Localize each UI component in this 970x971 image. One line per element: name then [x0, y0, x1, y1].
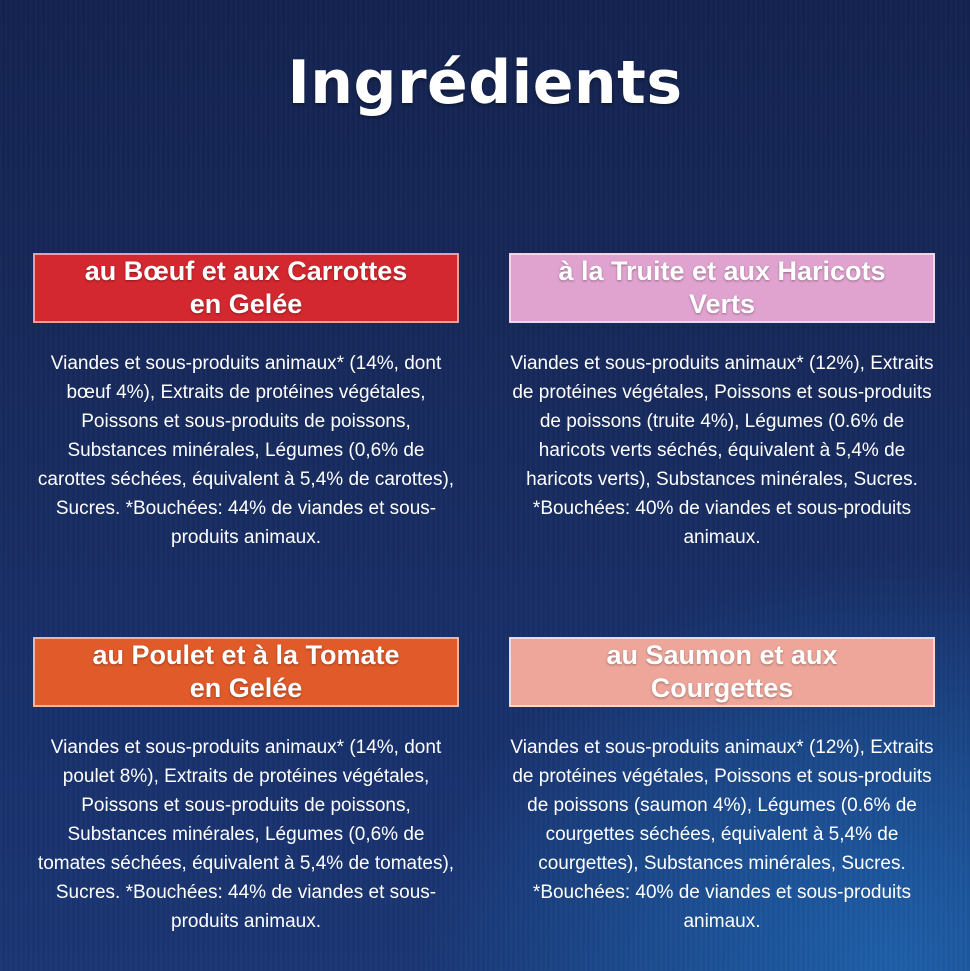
section-heading: [85, 255, 408, 321]
section-chicken: [33, 637, 459, 936]
section-salmon: [509, 637, 935, 936]
section-heading: [606, 639, 837, 705]
section-banner: [33, 637, 459, 707]
ingredients-text: Viandes et sous-produits animaux* (14%, dont bœuf 4%), Extraits de protéines végétales, Poissons et sous-produits de poissons, Substances minérales, Légumes (0,6% de carottes séchées, équivalent à 5,4% de carottes), Sucres. *Bouchées: 44% de viandes et sous-produits animaux.: [37, 353, 455, 548]
section-heading-line2: en Gelée: [189, 673, 303, 703]
section-heading-line1: à la Truite et aux Haricots: [558, 256, 886, 286]
ingredients-text: Viandes et sous-produits animaux* (12%), Extraits de protéines végétales, Poissons et sous-produits de poissons (saumon 4%), Légumes (0.6% de courgettes séchées, équivalent à 5,4% de courgettes), Substances minérales, Sucres. *Bouchées: 40% de viandes et sous-produits animaux.: [510, 737, 934, 932]
section-heading-line1: au Saumon et aux: [606, 640, 838, 670]
ingredients-text: Viandes et sous-produits animaux* (14%, dont poulet 8%), Extraits de protéines végétales, Poissons et sous-produits de poissons, Substances minérales, Légumes (0,6% de tomates séchées, équivalent à 5,4% de tomates), Sucres. *Bouchées: 44% de viandes et sous-produits animaux.: [37, 737, 455, 932]
section-heading: [558, 255, 885, 321]
section-heading-line1: au Poulet et à la Tomate: [92, 640, 400, 670]
section-trout: [509, 253, 935, 552]
section-banner: [509, 253, 935, 323]
section-heading-line2: Courgettes: [650, 673, 794, 703]
page-title: Ingrédients: [287, 48, 683, 118]
section-heading-line2: Verts: [688, 289, 756, 319]
section-banner: [33, 253, 459, 323]
section-heading: [92, 639, 399, 705]
section-beef: [33, 253, 459, 552]
ingredients-text: Viandes et sous-produits animaux* (12%), Extraits de protéines végétales, Poissons et sous-produits de poissons (truite 4%), Légumes (0.6% de haricots verts séchés, équivalent à 5,4% de haricots verts), Substances minérales, Sucres. *Bouchées: 40% de viandes et sous-produits animaux.: [510, 353, 934, 548]
section-heading-line1: au Bœuf et aux Carrottes: [84, 256, 408, 286]
section-banner: [509, 637, 935, 707]
section-heading-line2: en Gelée: [189, 289, 303, 319]
